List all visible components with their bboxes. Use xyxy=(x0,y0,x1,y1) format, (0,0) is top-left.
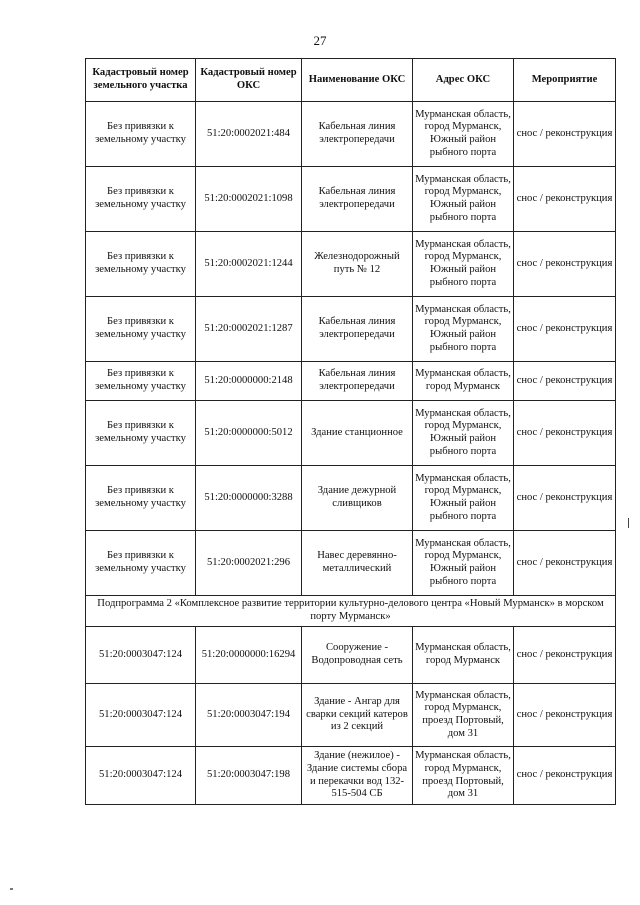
cell-name: Здание - Ангар для сварки секций катеров из 2 секций xyxy=(302,684,413,747)
header-oks-address: Адрес ОКС xyxy=(413,59,514,102)
cell-action: снос / реконструкция xyxy=(514,627,616,684)
table-row xyxy=(86,531,616,596)
cell-action: снос / реконструкция xyxy=(514,466,616,531)
cell-name: Железнодорожный путь № 12 xyxy=(302,232,413,297)
cell-oks: 51:20:0000000:16294 xyxy=(196,627,302,684)
cell-oks: 51:20:0003047:198 xyxy=(196,747,302,805)
cell-land: Без привязки к земельному участку xyxy=(86,466,196,531)
cell-action: снос / реконструкция xyxy=(514,531,616,596)
cell-oks: 51:20:0002021:484 xyxy=(196,102,302,167)
cell-land: Без привязки к земельному участку xyxy=(86,297,196,362)
cell-address: Мурманская область, город Мурманск xyxy=(413,627,514,684)
cell-oks: 51:20:0000000:3288 xyxy=(196,466,302,531)
cell-name: Навес деревянно-металлический xyxy=(302,531,413,596)
cell-name: Кабельная линия электропередачи xyxy=(302,102,413,167)
cell-action: снос / реконструкция xyxy=(514,102,616,167)
scan-edge-mark xyxy=(628,518,629,528)
cell-oks: 51:20:0000000:2148 xyxy=(196,362,302,401)
table-row xyxy=(86,747,616,805)
cell-land: Без привязки к земельному участку xyxy=(86,167,196,232)
cell-name: Здание дежурной сливщиков xyxy=(302,466,413,531)
cell-land: Без привязки к земельному участку xyxy=(86,531,196,596)
table-row xyxy=(86,297,616,362)
cell-address: Мурманская область, город Мурманск xyxy=(413,362,514,401)
cell-address: Мурманская область, город Мурманск, Южный район рыбного порта xyxy=(413,531,514,596)
objects-table xyxy=(85,58,616,805)
cell-address: Мурманская область, город Мурманск, проезд Портовый, дом 31 xyxy=(413,747,514,805)
cell-oks: 51:20:0002021:1244 xyxy=(196,232,302,297)
table-row xyxy=(86,232,616,297)
cell-oks: 51:20:0000000:5012 xyxy=(196,401,302,466)
cell-name: Кабельная линия электропередачи xyxy=(302,297,413,362)
cell-address: Мурманская область, город Мурманск, Южный район рыбного порта xyxy=(413,401,514,466)
subprogram-row xyxy=(86,596,616,627)
cell-action: снос / реконструкция xyxy=(514,362,616,401)
cell-land: 51:20:0003047:124 xyxy=(86,684,196,747)
cell-action: снос / реконструкция xyxy=(514,401,616,466)
cell-address: Мурманская область, город Мурманск, Южный район рыбного порта xyxy=(413,167,514,232)
cell-oks: 51:20:0002021:296 xyxy=(196,531,302,596)
cell-oks: 51:20:0002021:1098 xyxy=(196,167,302,232)
table-row xyxy=(86,362,616,401)
table-row xyxy=(86,102,616,167)
cell-action: снос / реконструкция xyxy=(514,167,616,232)
cell-land: Без привязки к земельному участку xyxy=(86,362,196,401)
cell-oks: 51:20:0003047:194 xyxy=(196,684,302,747)
cell-name: Кабельная линия электропередачи xyxy=(302,362,413,401)
table-header-row xyxy=(86,59,616,102)
header-oks-name: Наименование ОКС xyxy=(302,59,413,102)
table-row xyxy=(86,401,616,466)
cell-name: Сооружение - Водопроводная сеть xyxy=(302,627,413,684)
cell-oks: 51:20:0002021:1287 xyxy=(196,297,302,362)
cell-name: Здание (нежилое) - Здание системы сбора и перекачки вод 132-515-504 СБ xyxy=(302,747,413,805)
scan-corner-mark xyxy=(10,888,13,890)
cell-address: Мурманская область, город Мурманск, проезд Портовый, дом 31 xyxy=(413,684,514,747)
cell-land: 51:20:0003047:124 xyxy=(86,747,196,805)
cell-action: снос / реконструкция xyxy=(514,684,616,747)
cell-land: Без привязки к земельному участку xyxy=(86,102,196,167)
cell-address: Мурманская область, город Мурманск, Южный район рыбного порта xyxy=(413,102,514,167)
cell-address: Мурманская область, город Мурманск, Южный район рыбного порта xyxy=(413,232,514,297)
cell-address: Мурманская область, город Мурманск, Южный район рыбного порта xyxy=(413,297,514,362)
cell-name: Кабельная линия электропередачи xyxy=(302,167,413,232)
table-row xyxy=(86,684,616,747)
cell-address: Мурманская область, город Мурманск, Южный район рыбного порта xyxy=(413,466,514,531)
header-land-cadastral: Кадастровый номер земельного участка xyxy=(86,59,196,102)
table-row xyxy=(86,627,616,684)
cell-land: Без привязки к земельному участку xyxy=(86,232,196,297)
cell-action: снос / реконструкция xyxy=(514,747,616,805)
page-number: 27 xyxy=(313,33,327,48)
table-row xyxy=(86,167,616,232)
cell-name: Здание станционное xyxy=(302,401,413,466)
header-action: Мероприятие xyxy=(514,59,616,102)
cell-land: Без привязки к земельному участку xyxy=(86,401,196,466)
cell-land: 51:20:0003047:124 xyxy=(86,627,196,684)
table-row xyxy=(86,466,616,531)
cell-action: снос / реконструкция xyxy=(514,232,616,297)
header-oks-cadastral: Кадастровый номер ОКС xyxy=(196,59,302,102)
cell-action: снос / реконструкция xyxy=(514,297,616,362)
subprogram-title: Подпрограмма 2 «Комплексное развитие территории культурно-делового центра «Новый Мурманск» в морском порту Мурманск» xyxy=(86,596,616,627)
